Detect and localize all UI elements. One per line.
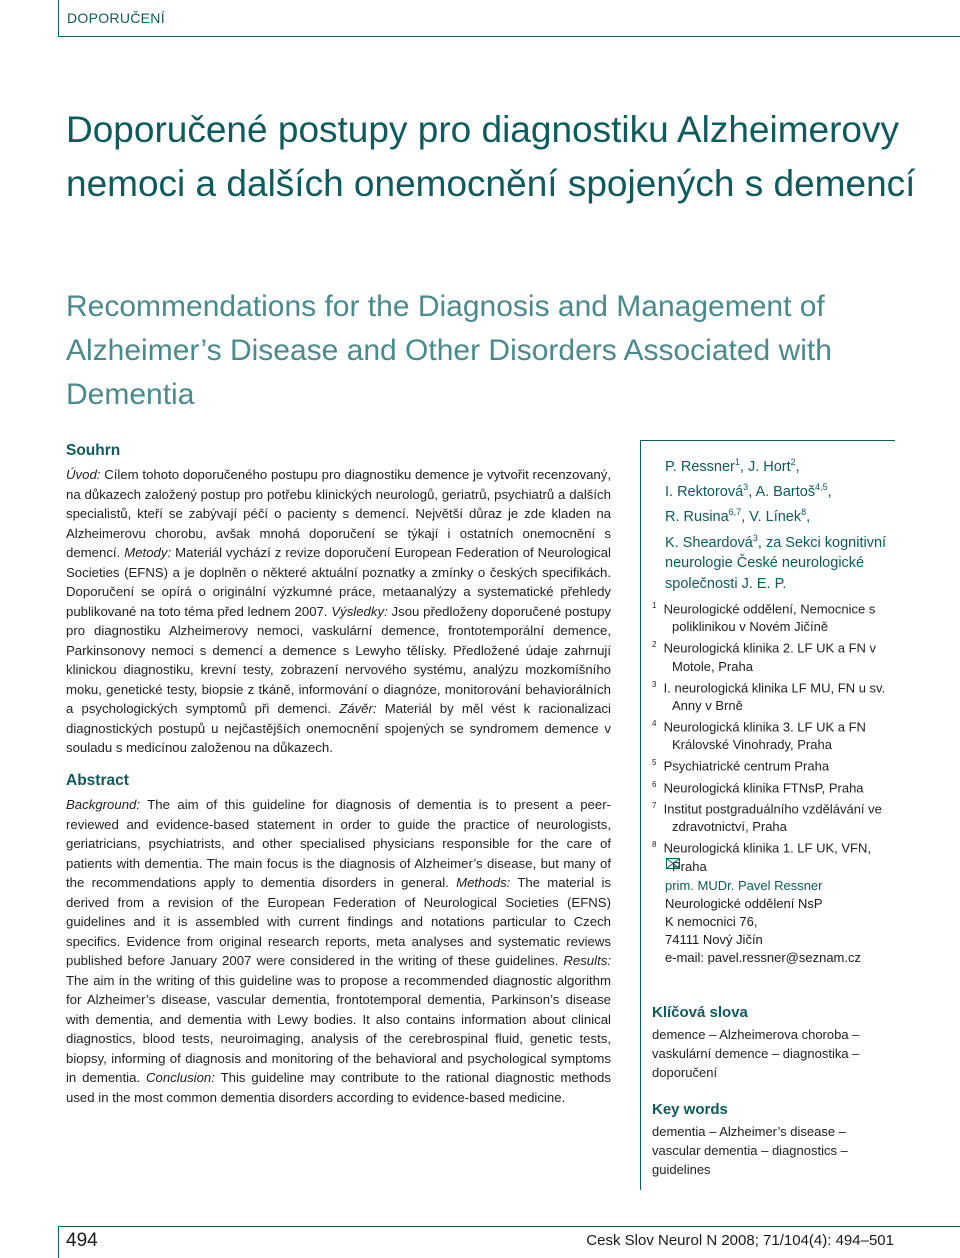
keywords-cz-text: demence – Alzheimerova choroba – vaskulární demence – diagnostika – doporučení: [652, 1027, 860, 1080]
author-affil-ref: 8: [801, 507, 807, 518]
souhrn-uvod-label: Úvod:: [66, 467, 101, 482]
abstract-conclusion-text: This guideline may contribute to the rational diagnostic methods used in the most common dementia disorders according to evidence-based medicine.: [66, 1070, 611, 1105]
author-separator: ,: [741, 509, 750, 526]
author: [755, 484, 831, 500]
author: [665, 532, 758, 551]
author-affil-ref: 1: [734, 457, 740, 467]
authors-suffix: , za Sekci kognitivní neurologie České neurologické společnosti J. E. P.: [665, 534, 887, 592]
affiliation-number: 7: [652, 800, 657, 810]
article-title-english: Recommendations for the Diagnosis and Management of Alzheimer’s Disease and Other Disorders Associated with Dementia: [66, 290, 832, 411]
souhrn-block: [66, 441, 611, 758]
author-affil-ref: 2: [790, 457, 796, 467]
affiliation-item: [652, 597, 892, 636]
abstract-results-text: The aim in the writing of this guideline was to propose a recommended diagnostic algorithm for Alzheimer’s disease, vascular dementia, frontotemporal dementia, Parkinson’s disease with dementia, and dementia with Lewy bodies. It also contains information about clinical diagnostics, blood tests, neuroimaging, analysis of the cerebrospinal fluid, genetic tests, biopsy, informing of diagnosis and monitoring of the behavioral and psychological symptoms in dementia.: [66, 972, 611, 1085]
author-name: P. Ressner: [665, 458, 735, 475]
affiliation-item: [652, 715, 892, 754]
section-label: DOPORUČENÍ: [67, 10, 165, 26]
keywords-en-heading: Key words: [652, 1101, 728, 1118]
author-list: [665, 452, 890, 594]
affiliation-number: 6: [652, 779, 657, 789]
affiliation-item: [652, 754, 892, 775]
contact-department: Neurologické oddělení NsP: [665, 896, 823, 911]
article-title: Doporučené postupy pro diagnostiku Alzheimerovy nemoci a dalších onemocnění spojených s demencí: [66, 109, 916, 204]
souhrn-heading: Souhrn: [66, 442, 121, 459]
souhrn-vysledky-label: Výsledky:: [331, 603, 388, 619]
affiliation-item: [652, 776, 892, 797]
keywords-cz-heading: Klíčová slova: [652, 1004, 748, 1021]
header-vertical-rule: [58, 0, 59, 37]
affiliation-text: Psychiatrické centrum Praha: [663, 758, 830, 774]
souhrn-text: [66, 465, 611, 758]
author-affil-ref: 3: [743, 482, 749, 493]
affiliation-number: 5: [652, 758, 657, 768]
abstract-methods-label: Methods:: [456, 875, 511, 890]
contact-name: prim. MUDr. Pavel Ressner: [665, 878, 823, 893]
journal-citation: Cesk Slov Neurol N 2008; 71/104(4): 494–501: [586, 1232, 894, 1249]
affiliation-number: 2: [652, 640, 657, 650]
page-number: 494: [66, 1230, 98, 1251]
affiliation-text: Neurologické oddělení, Nemocnice s poliklinikou v Novém Jičíně: [663, 601, 876, 635]
affiliation-text: Neurologická klinika 3. LF UK a FN Královské Vinohrady, Praha: [663, 719, 866, 753]
contact-street: K nemocnici 76,: [665, 914, 758, 929]
author-name: V. Línek: [749, 509, 802, 526]
affiliation-number: 3: [652, 679, 657, 689]
abstract-background-label: Background:: [66, 797, 141, 812]
affiliation-text: Institut postgraduálního vzdělávání ve zdravotnictví, Praha: [663, 801, 882, 835]
author-separator: ,: [739, 458, 748, 475]
footer-rule: [58, 1226, 960, 1227]
abstract-heading: Abstract: [66, 772, 129, 789]
author: [665, 509, 749, 525]
affiliation-number: 8: [652, 840, 657, 850]
author: [665, 484, 755, 500]
souhrn-zaver-text: Materiál by měl vést k racionalizaci diagnostických postupů u nejčastějších onemocnění spojených se syndromem demence v souladu s medicínou založenou na důkazech.: [66, 701, 611, 755]
author-separator: ,: [806, 509, 811, 526]
sidebar-top-rule: [640, 440, 895, 441]
affiliation-item: [652, 836, 892, 875]
affiliation-number: 1: [652, 601, 657, 610]
souhrn-zaver-label: Závěr:: [339, 701, 377, 716]
affiliation-text: Neurologická klinika FTNsP, Praha: [663, 779, 864, 795]
contact-email[interactable]: e-mail: pavel.ressner@seznam.cz: [665, 950, 861, 965]
author: [748, 459, 800, 475]
affiliation-item: [652, 797, 892, 836]
souhrn-metody-text: Materiál vychází z revize doporučení European Federation of Neurological Societies (EFNS) a je doplněn o některé aktuální poznatky a zmínky o českých specifikách. Doporučení se opírá o originální výzkumné práce, metaanalýzy a systematické přehledy publikované na toto téma před lednem 2007.: [66, 545, 611, 619]
envelope-icon: [666, 858, 680, 869]
author-separator: ,: [748, 484, 756, 501]
contact-block: [665, 877, 895, 967]
author: [665, 459, 748, 475]
souhrn-uvod-text: Cílem tohoto doporučeného postupu pro diagnostiku demence je vytvořit recenzovaný, na důkazech založený postup pro potřebu klinických neurologů, geriatrů, psychiatrů a dalších specialistů, kteří se zabývají péčí o pacienty s demencí. Největší důraz je zde kladen na Alzheimerovu chorobu, avšak mnohá doporučení se týkají i ostatních onemocnění s demencí.: [66, 467, 611, 560]
souhrn-metody-label: Metody:: [124, 545, 172, 560]
keywords-en-text: dementia – Alzheimer’s disease – vascular dementia – diagnostics – guidelines: [652, 1124, 848, 1177]
author-name: I. Rektorová: [665, 484, 744, 501]
affiliation-text: Neurologická klinika 2. LF UK a FN v Motole, Praha: [663, 640, 877, 674]
author-name: J. Hort: [747, 458, 791, 475]
abstract-background-text: The aim of this guideline for diagnosis of dementia is to present a peer-reviewed and evidence-based statement in order to guide the practice of neurologists, geriatricians, psychiatrists, and other specialised physicians responsible for the care of patients with dementia. The main focus is the diagnosis of Alzheimer’s disease, but many of the recommendations apply to dementia disorders in general.: [66, 797, 611, 890]
author: [749, 509, 810, 525]
affiliation-list: [652, 597, 892, 876]
affiliation-item: [652, 636, 892, 675]
abstract-results-label: Results:: [563, 953, 611, 968]
author-name: K. Sheardová: [665, 534, 753, 551]
contact-city: 74111 Nový Jičín: [665, 932, 763, 947]
author-name: A. Bartoš: [755, 484, 816, 501]
abstract-text: [66, 795, 611, 1107]
affiliation-item: [652, 676, 892, 715]
souhrn-vysledky-text: Jsou předloženy doporučené postupy pro diagnostiku Alzheimerovy nemoci, vaskulární demence, frontotemporální demence, Parkinsonovy nemoci s demencí a demence s Lewyho tělísky. Předložené údaje zahrnují klinickou diagnostiku, krevní testy, zobrazení nervového systému, analýzu mozkomíšního moku, genetické testy, biopsie z tkáně, informování o diagnóze, monitorování behaviorálních a psychologických symptomů při demenci.: [66, 603, 611, 716]
abstract-methods-text: The material is derived from a revision of the European Federation of Neurological Societies (EFNS) guidelines and it is assembled with current findings and notations particular to Czech specifics. Evidence from original research reports, meta analyses and systematic reviews published before January 2007 were considered in the writing of these guidelines.: [66, 875, 611, 968]
author-separator: ,: [795, 458, 800, 475]
author-affil-ref: 4,5: [815, 482, 828, 493]
affiliation-text: Neurologická klinika 1. LF UK, VFN, Praha: [663, 840, 871, 874]
author-name: R. Rusina: [665, 509, 729, 526]
affiliation-text: I. neurologická klinika LF MU, FN u sv. Anny v Brně: [663, 679, 886, 713]
author-affil-ref: 6,7: [728, 507, 742, 518]
sidebar-rule: [640, 440, 641, 1190]
affiliation-number: 4: [652, 718, 657, 728]
abstract-conclusion-label: Conclusion:: [146, 1070, 215, 1085]
author-separator: ,: [827, 484, 832, 501]
footer-vertical-rule: [58, 1226, 59, 1258]
header-rule: [58, 36, 960, 37]
author-affil-ref: 3: [752, 532, 758, 543]
abstract-block: [66, 771, 611, 1107]
